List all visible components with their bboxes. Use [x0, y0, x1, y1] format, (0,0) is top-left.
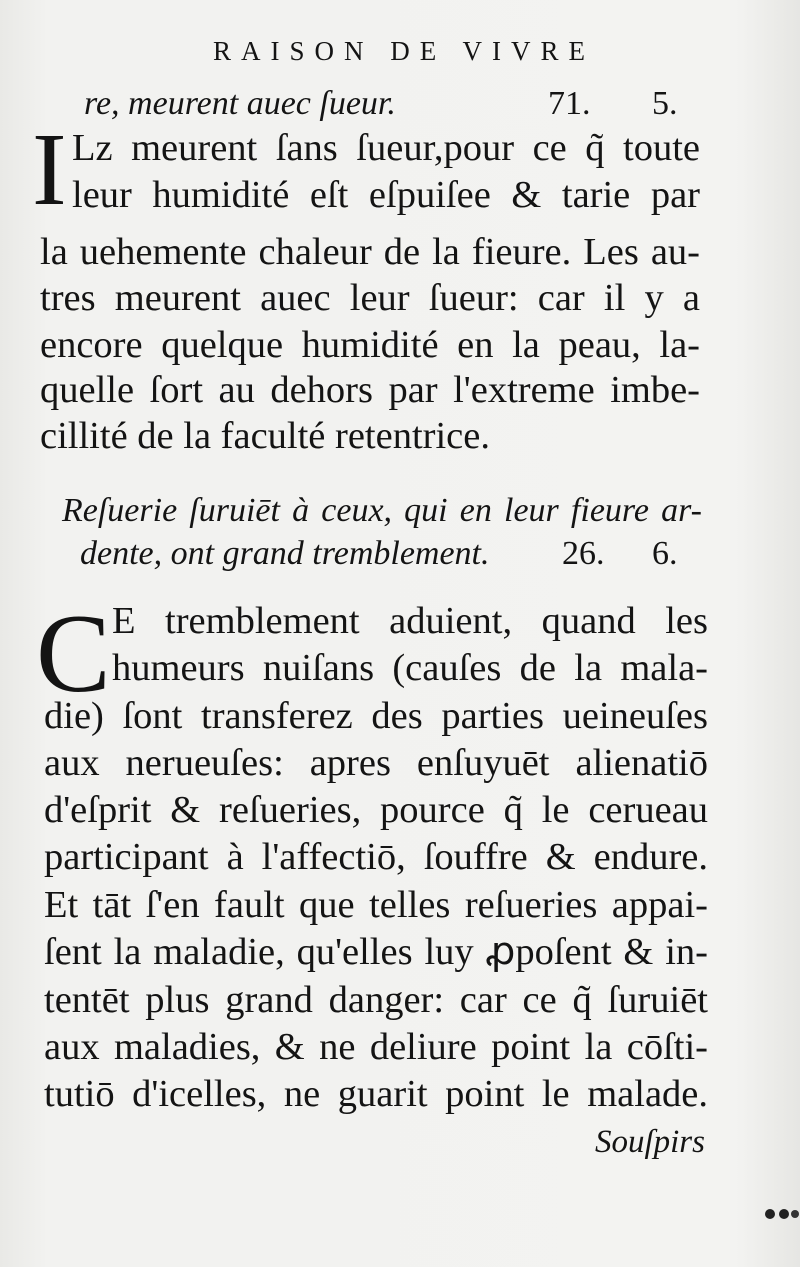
section2-line-4: aux nerueuſes: apres enſuyuēt alienatiō	[44, 742, 708, 784]
section2-line-7: Et tāt ſ'en fault que telles reſueries appai-	[44, 884, 708, 926]
section2-line-10: aux maladies, & ne deliure point la cōſti-	[44, 1026, 708, 1068]
section2-line-8: ſent la maladie, qu'elles luy ꝓpoſent & in-	[44, 931, 708, 973]
section2-line-6: participant à l'affectiō, ſouffre & endure.	[44, 836, 708, 878]
section2-line-2: humeurs nuiſans (cauſes de la mala-	[112, 647, 708, 689]
section2-ref-b: 6.	[652, 535, 678, 572]
section1-drop-initial: I	[32, 112, 67, 227]
section1-ref-b: 5.	[652, 85, 678, 122]
section2-line-9: tentēt plus grand danger: car ce q̃ ſuruiēt	[44, 979, 708, 1021]
section1-ref-a: 71.	[548, 85, 591, 122]
section2-line-5: d'eſprit & reſueries, pource q̃ le cerueau	[44, 789, 708, 831]
section2-line-3: die) ſont transferez des parties ueineuſes	[44, 695, 708, 737]
section1-line-6: quelle ſort au dehors par l'extreme imbe-	[40, 369, 700, 411]
section2-line-1: E tremblement aduient, quand les	[112, 600, 708, 642]
section2-line-11: tutiō d'icelles, ne guarit point le malade.	[44, 1073, 708, 1115]
section2-ref-a: 26.	[562, 535, 605, 572]
running-head: RAISON DE VIVRE	[212, 36, 595, 66]
section1-line-5: encore quelque humidité en la peau, la-	[40, 324, 700, 366]
section2-heading-line-2: dente, ont grand tremblement.	[80, 535, 490, 572]
section1-line-7: cillité de la faculté retentrice.	[40, 415, 490, 457]
section1-heading-tail: re, meurent auec ſueur.	[84, 85, 396, 122]
section1-line-3: la uehemente chaleur de la fieure. Les au-	[40, 231, 700, 273]
section2-heading-line-1: Reſuerie ſuruiēt à ceux, qui en leur fieure ar-	[62, 492, 702, 529]
section1-line-2: leur humidité eſt eſpuiſee & tarie par	[72, 174, 700, 216]
section1-line-1: Lz meurent ſans ſueur,pour ce q̃ toute	[72, 127, 700, 169]
section2-drop-initial: C	[36, 592, 111, 716]
section1-line-4: tres meurent auec leur ſueur: car il y a	[40, 277, 700, 319]
ink-fleck-decoration	[760, 1206, 800, 1222]
catchword: Souſpirs	[594, 1124, 705, 1160]
